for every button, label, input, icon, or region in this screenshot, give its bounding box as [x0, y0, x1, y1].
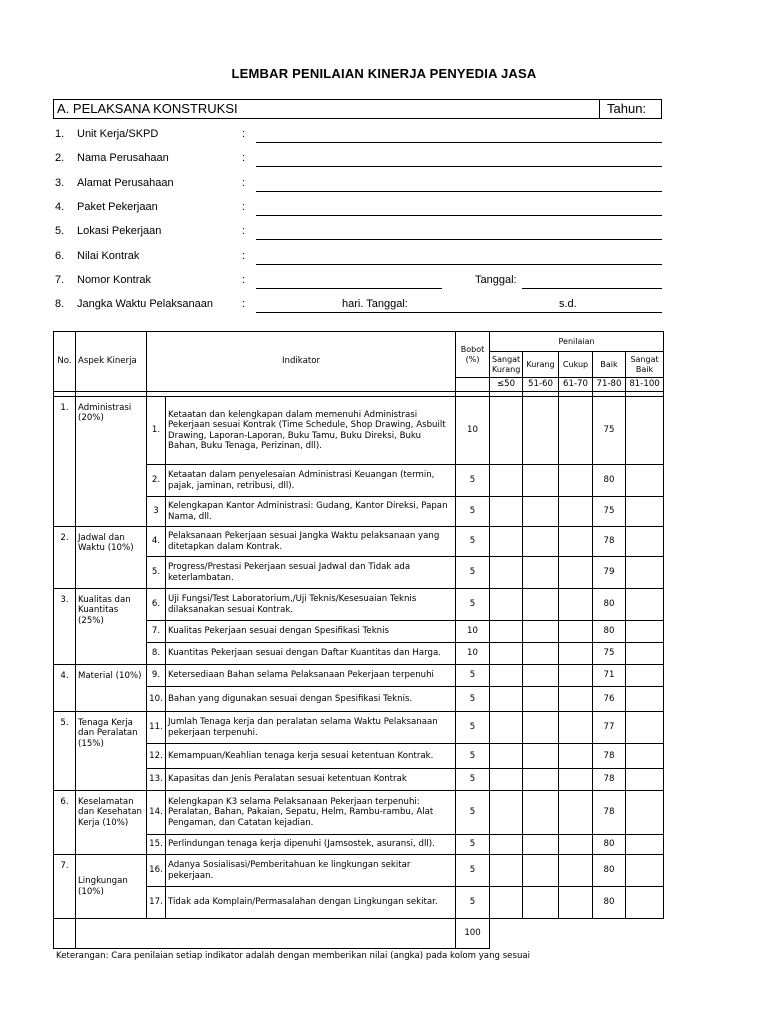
score-cell[interactable]	[626, 835, 664, 855]
bobot-value: 5	[456, 887, 490, 919]
bobot-value: 5	[456, 465, 490, 497]
bobot-value: 5	[456, 497, 490, 527]
table-row	[54, 665, 664, 687]
score-baik[interactable]: 79	[593, 557, 626, 589]
table-row	[54, 855, 664, 887]
score-baik[interactable]: 80	[593, 589, 626, 621]
indikator-no: 13.	[147, 769, 166, 791]
field-colon: :	[242, 225, 246, 237]
score-cell[interactable]	[559, 887, 593, 919]
score-baik[interactable]: 78	[593, 769, 626, 791]
indikator-text: Kualitas Pekerjaan sesuai dengan Spesifikasi Teknis	[166, 621, 456, 643]
score-cell[interactable]	[559, 855, 593, 887]
assessment-table	[53, 331, 664, 949]
score-cell[interactable]	[490, 497, 523, 527]
fill-line[interactable]	[256, 288, 442, 289]
field-paket-pekerjaan	[55, 201, 665, 219]
field-number: 1.	[55, 128, 65, 140]
form-title: LEMBAR PENILAIAN KINERJA PENYEDIA JASA	[231, 66, 537, 81]
score-cell[interactable]	[490, 855, 523, 887]
indikator-no: 16.	[147, 855, 166, 887]
tanggal-label: Tanggal:	[475, 274, 517, 286]
bobot-value: 10	[456, 621, 490, 643]
score-cell[interactable]	[523, 791, 559, 835]
indikator-text: Kemampuan/Keahlian tenaga kerja sesuai ketentuan Kontrak.	[166, 744, 456, 769]
indikator-no: 5.	[147, 557, 166, 589]
score-cell[interactable]	[626, 887, 664, 919]
score-cell[interactable]	[523, 643, 559, 665]
field-jangka-waktu	[55, 298, 665, 316]
aspek-label: Lingkungan (10%)	[76, 855, 147, 919]
range-4: 71-80	[593, 378, 626, 392]
score-cell[interactable]	[559, 665, 593, 687]
score-cell[interactable]	[523, 621, 559, 643]
score-cell[interactable]	[559, 791, 593, 835]
indikator-no: 9.	[147, 665, 166, 687]
bobot-value: 5	[456, 665, 490, 687]
score-cell[interactable]	[559, 497, 593, 527]
field-label: Nama Perusahaan	[77, 152, 169, 164]
score-cell[interactable]	[523, 744, 559, 769]
score-cell[interactable]	[559, 527, 593, 557]
table-row	[54, 397, 664, 465]
aspek-no: 6.	[54, 791, 76, 855]
fill-line[interactable]	[256, 142, 662, 143]
year-label: Tahun:	[607, 101, 647, 116]
indikator-text: Tidak ada Komplain/Permasalahan dengan Lingkungan sekitar.	[166, 887, 456, 919]
indikator-text: Kuantitas Pekerjaan sesuai dengan Daftar Kuantitas dan Harga.	[166, 643, 456, 665]
field-number: 3.	[55, 177, 65, 189]
score-cell[interactable]	[626, 643, 664, 665]
score-cell[interactable]	[490, 791, 523, 835]
bobot-blank	[456, 378, 490, 392]
field-lokasi-pekerjaan	[55, 225, 665, 243]
indikator-no: 4.	[147, 527, 166, 557]
score-cell[interactable]	[559, 465, 593, 497]
bobot-total: 100	[456, 919, 490, 949]
indikator-no: 7.	[147, 621, 166, 643]
bobot-value: 5	[456, 769, 490, 791]
score-cell[interactable]	[523, 769, 559, 791]
range-2: 51-60	[523, 378, 559, 392]
indikator-no: 6.	[147, 589, 166, 621]
field-label: Alamat Perusahaan	[77, 177, 174, 189]
field-colon: :	[242, 177, 246, 189]
table-row	[54, 589, 664, 621]
rating-kurang: Kurang	[523, 352, 559, 378]
indikator-no: 15.	[147, 835, 166, 855]
bobot-value: 5	[456, 791, 490, 835]
indikator-text: Kelengkapan Kantor Administrasi: Gudang, Kantor Direksi, Papan Nama, dll.	[166, 497, 456, 527]
header-bobot: Bobot (%)	[456, 332, 490, 378]
score-cell[interactable]	[490, 557, 523, 589]
field-number: 4.	[55, 201, 65, 213]
field-number: 2.	[55, 152, 65, 164]
indikator-text: Kelengkapan K3 selama Pelaksanaan Pekerjaan terpenuhi: Peralatan, Bahan, Pakaian, Sepatu, Helm, Rambu-rambu, Alat Pengaman, dan Catatan kejadian.	[166, 791, 456, 835]
score-cell[interactable]	[523, 835, 559, 855]
score-baik[interactable]: 80	[593, 465, 626, 497]
rating-baik: Baik	[593, 352, 626, 378]
indikator-no: 17.	[147, 887, 166, 919]
score-cell[interactable]	[490, 465, 523, 497]
indikator-text: Ketaatan dan kelengkapan dalam memenuhi Administrasi Pekerjaan sesuai Kontrak (Time Schedule, Shop Drawing, Asbuilt Drawing, Laporan-Laporan, Buku Tamu, Buku Direksi, Buku Bahan, Buku Tenaga, Perizinan, dll).	[166, 397, 456, 465]
score-baik[interactable]: 75	[593, 397, 626, 465]
total-row	[54, 919, 664, 949]
score-cell[interactable]	[523, 397, 559, 465]
field-colon: :	[242, 250, 246, 262]
aspek-label: Material (10%)	[76, 665, 147, 712]
fill-line[interactable]	[256, 239, 662, 240]
header-indikator: Indikator	[147, 332, 456, 392]
indikator-no: 1.	[147, 397, 166, 465]
fill-line[interactable]	[256, 312, 662, 313]
score-baik[interactable]: 80	[593, 621, 626, 643]
score-cell[interactable]	[626, 397, 664, 465]
score-cell[interactable]	[523, 855, 559, 887]
score-cell[interactable]	[626, 855, 664, 887]
section-header	[53, 99, 662, 119]
score-cell[interactable]	[490, 589, 523, 621]
field-unit-kerja	[55, 128, 665, 146]
score-cell[interactable]	[626, 621, 664, 643]
score-cell[interactable]	[523, 589, 559, 621]
score-cell[interactable]	[626, 497, 664, 527]
field-label: Nilai Kontrak	[77, 250, 140, 262]
field-label: Lokasi Pekerjaan	[77, 225, 162, 237]
aspek-no: 1.	[54, 397, 76, 527]
score-baik[interactable]: 78	[593, 791, 626, 835]
indikator-text: Pelaksanaan Pekerjaan sesuai Jangka Waktu pelaksanaan yang ditetapkan dalam Kontrak.	[166, 527, 456, 557]
range-5: 81-100	[626, 378, 664, 392]
score-cell[interactable]	[490, 887, 523, 919]
aspek-no: 5.	[54, 712, 76, 791]
score-cell[interactable]	[559, 687, 593, 712]
score-cell[interactable]	[626, 769, 664, 791]
hari-tanggal-label: hari. Tanggal:	[342, 298, 408, 310]
indikator-text: Perlindungan tenaga kerja dipenuhi (Jamsostek, asuransi, dll).	[166, 835, 456, 855]
score-baik[interactable]: 78	[593, 744, 626, 769]
field-label: Nomor Kontrak	[77, 274, 151, 286]
bobot-value: 10	[456, 643, 490, 665]
score-cell[interactable]	[559, 621, 593, 643]
field-colon: :	[242, 274, 246, 286]
header-divider	[599, 100, 600, 118]
footnote: Keterangan: Cara penilaian setiap indikator adalah dengan memberikan nilai (angka) pada kolom yang sesuai	[56, 951, 531, 961]
field-colon: :	[242, 128, 246, 140]
aspek-no: 3.	[54, 589, 76, 665]
score-baik[interactable]: 77	[593, 712, 626, 744]
range-1: ≤50	[490, 378, 523, 392]
score-cell[interactable]	[490, 687, 523, 712]
score-cell[interactable]	[626, 687, 664, 712]
field-alamat-perusahaan	[55, 177, 665, 195]
rating-sangat-baik: Sangat Baik	[626, 352, 664, 378]
score-cell[interactable]	[523, 665, 559, 687]
bobot-value: 5	[456, 589, 490, 621]
score-cell[interactable]	[490, 744, 523, 769]
score-cell[interactable]	[626, 791, 664, 835]
score-cell[interactable]	[626, 557, 664, 589]
score-cell[interactable]	[559, 397, 593, 465]
field-number: 6.	[55, 250, 65, 262]
score-baik[interactable]: 75	[593, 497, 626, 527]
field-number: 5.	[55, 225, 65, 237]
score-cell[interactable]	[523, 527, 559, 557]
rating-cukup: Cukup	[559, 352, 593, 378]
score-cell[interactable]	[626, 589, 664, 621]
aspek-label: Kualitas dan Kuantitas (25%)	[76, 589, 147, 665]
indikator-text: Ketersediaan Bahan selama Pelaksanaan Pekerjaan terpenuhi	[166, 665, 456, 687]
score-baik[interactable]: 80	[593, 835, 626, 855]
field-nomor-kontrak	[55, 274, 665, 292]
fill-line[interactable]	[256, 264, 662, 265]
aspek-label: Administrasi (20%)	[76, 397, 147, 527]
field-colon: :	[242, 152, 246, 164]
score-cell[interactable]	[490, 397, 523, 465]
field-label: Paket Pekerjaan	[77, 201, 158, 213]
indikator-no: 10.	[147, 687, 166, 712]
field-number: 7.	[55, 274, 65, 286]
score-cell[interactable]	[523, 712, 559, 744]
score-cell[interactable]	[490, 665, 523, 687]
fill-line[interactable]	[256, 215, 662, 216]
score-cell[interactable]	[490, 769, 523, 791]
score-cell[interactable]	[626, 465, 664, 497]
range-3: 61-70	[559, 378, 593, 392]
score-cell[interactable]	[523, 497, 559, 527]
score-cell[interactable]	[490, 835, 523, 855]
field-colon: :	[242, 201, 246, 213]
fill-line[interactable]	[256, 191, 662, 192]
bobot-value: 5	[456, 527, 490, 557]
score-baik[interactable]: 80	[593, 887, 626, 919]
tanggal-fill-line[interactable]	[522, 288, 662, 289]
score-cell[interactable]	[626, 712, 664, 744]
aspek-no: 2.	[54, 527, 76, 589]
score-baik[interactable]: 76	[593, 687, 626, 712]
sd-label: s.d.	[559, 298, 577, 310]
score-cell[interactable]	[559, 712, 593, 744]
section-title: A. PELAKSANA KONSTRUKSI	[57, 101, 238, 116]
score-cell[interactable]	[559, 835, 593, 855]
field-nilai-kontrak	[55, 250, 665, 268]
field-nama-perusahaan	[55, 152, 665, 170]
indikator-no: 14.	[147, 791, 166, 835]
aspek-label: Keselamatan dan Kesehatan Kerja (10%)	[76, 791, 147, 855]
table-row	[54, 791, 664, 835]
bobot-value: 5	[456, 687, 490, 712]
field-label: Unit Kerja/SKPD	[77, 128, 159, 140]
indikator-text: Bahan yang digunakan sesuai dengan Spesifikasi Teknis.	[166, 687, 456, 712]
indikator-text: Jumlah Tenaga kerja dan peralatan selama Waktu Pelaksanaan pekerjaan terpenuhi.	[166, 712, 456, 744]
bobot-value: 5	[456, 712, 490, 744]
indikator-no: 2.	[147, 465, 166, 497]
bobot-value: 5	[456, 744, 490, 769]
score-cell[interactable]	[559, 769, 593, 791]
indikator-no: 8.	[147, 643, 166, 665]
score-cell[interactable]	[523, 687, 559, 712]
score-cell[interactable]	[523, 557, 559, 589]
bobot-value: 10	[456, 397, 490, 465]
score-cell[interactable]	[523, 465, 559, 497]
score-cell[interactable]	[490, 621, 523, 643]
field-label: Jangka Waktu Pelaksanaan	[77, 298, 213, 310]
score-cell[interactable]	[559, 589, 593, 621]
score-cell[interactable]	[626, 665, 664, 687]
indikator-text: Ketaatan dalam penyelesaian Administrasi Keuangan (termin, pajak, jaminan, retribusi, dll).	[166, 465, 456, 497]
score-baik[interactable]: 75	[593, 643, 626, 665]
indikator-no: 11.	[147, 712, 166, 744]
indikator-no: 12.	[147, 744, 166, 769]
indikator-no: 3	[147, 497, 166, 527]
score-cell[interactable]	[490, 643, 523, 665]
fill-line[interactable]	[256, 166, 662, 167]
bobot-value: 5	[456, 835, 490, 855]
rating-sangat-kurang: Sangat Kurang	[490, 352, 523, 378]
score-cell[interactable]	[559, 643, 593, 665]
score-cell[interactable]	[490, 527, 523, 557]
score-baik[interactable]: 71	[593, 665, 626, 687]
indikator-text: Kapasitas dan Jenis Peralatan sesuai ketentuan Kontrak	[166, 769, 456, 791]
aspek-label: Jadwal dan Waktu (10%)	[76, 527, 147, 589]
indikator-text: Adanya Sosialisasi/Pemberitahuan ke lingkungan sekitar pekerjaan.	[166, 855, 456, 887]
indikator-text: Progress/Prestasi Pekerjaan sesuai Jadwal dan Tidak ada keterlambatan.	[166, 557, 456, 589]
header-aspek: Aspek Kinerja	[76, 332, 147, 392]
score-cell[interactable]	[523, 887, 559, 919]
score-cell[interactable]	[559, 744, 593, 769]
bobot-value: 5	[456, 557, 490, 589]
score-cell[interactable]	[626, 744, 664, 769]
table-row	[54, 527, 664, 557]
score-cell[interactable]	[490, 712, 523, 744]
field-colon: :	[242, 298, 246, 310]
score-cell[interactable]	[626, 527, 664, 557]
score-cell[interactable]	[559, 557, 593, 589]
aspek-no: 4.	[54, 665, 76, 712]
table-row	[54, 712, 664, 744]
score-baik[interactable]: 80	[593, 855, 626, 887]
field-number: 8.	[55, 298, 65, 310]
score-baik[interactable]: 78	[593, 527, 626, 557]
indikator-text: Uji Fungsi/Test Laboratorium,/Uji Teknis/Kesesuaian Teknis dilaksanakan sesuai Kontrak.	[166, 589, 456, 621]
aspek-no: 7.	[54, 855, 76, 919]
bobot-value: 5	[456, 855, 490, 887]
header-no: No.	[54, 332, 76, 392]
header-penilaian: Penilaian	[490, 332, 664, 352]
aspek-label: Tenaga Kerja dan Peralatan (15%)	[76, 712, 147, 791]
